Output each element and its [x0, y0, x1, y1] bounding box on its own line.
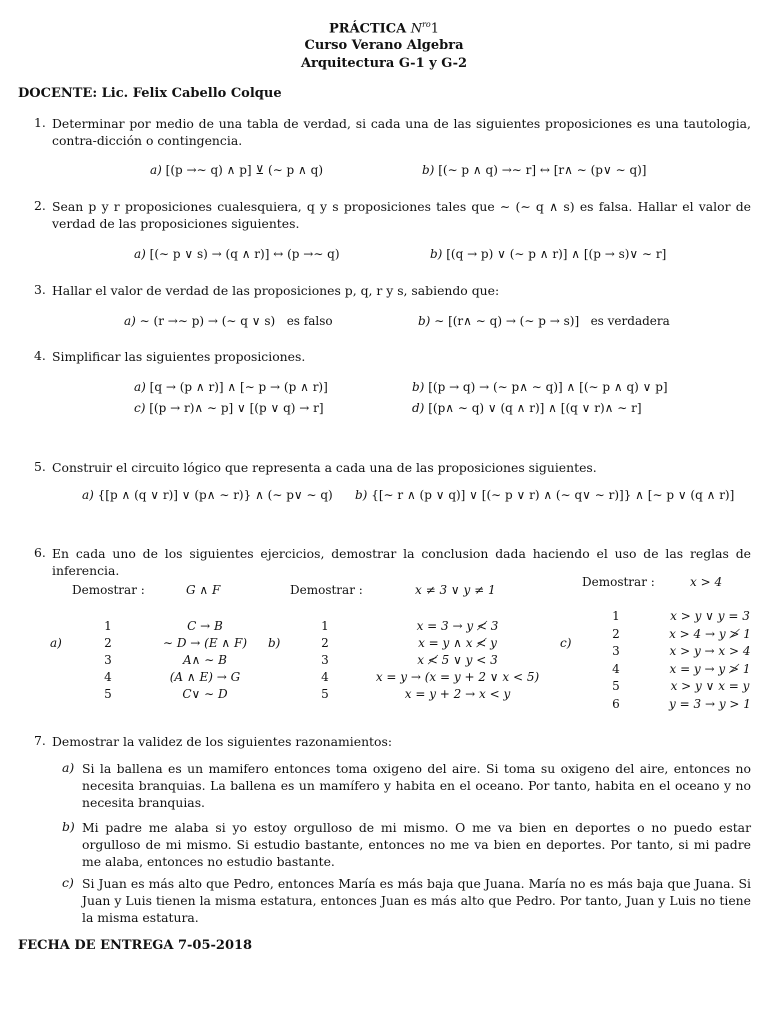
q1-number: 1. — [34, 115, 46, 130]
q4-a: a) [q → (p ∧ r)] ∧ [∼ p → (p ∧ r)] — [134, 380, 328, 394]
q4-text: Simplificar las siguientes proposiciones. — [52, 349, 306, 364]
q1-text: Determinar por medio de una tabla de verdad, si cada una de las siguientes proposiciones es una tautologia, contra-dicción o contingencia. — [52, 116, 751, 148]
q6-b-premise-3: x ≮ 5 ∨ y < 3 — [417, 653, 498, 667]
q6-number: 6. — [34, 545, 46, 560]
q4-d: d) [(p∧ ∼ q) ∨ (q ∧ r)] ∧ [(q ∨ r)∧ ∼ r] — [412, 401, 642, 415]
q6-c-premise-4: x = y → y ≯ 1 — [669, 661, 751, 676]
q3-text: Hallar el valor de verdad de las proposiciones p, q, r y s, sabiendo que: — [52, 283, 500, 298]
q7-b-label: b) — [62, 819, 75, 834]
q2-a: a) [(∼ p ∨ s) → (q ∧ r)] ↔ (p →∼ q) — [134, 247, 340, 261]
q4-c: c) [(p → r)∧ ∼ p] ∨ [(p ∨ q) → r] — [134, 401, 324, 415]
page-title: PRÁCTICA $N^{ro}1$ — [328, 20, 440, 37]
q6-a-premise-5: C∨ ∼ D — [182, 687, 228, 701]
q6-a-premise-2: ∼ D → (E ∧ F) — [162, 636, 248, 650]
q4-b: b) [(p → q) → (∼ p∧ ∼ q)] ∧ [(∼ p ∧ q) ∨ p] — [412, 380, 668, 394]
q6-c-premise-5: x > y ∨ x = y — [670, 679, 750, 693]
q6-b-num-2: 2 — [321, 636, 329, 650]
q6-b-premise-5: x = y + 2 → x < y — [404, 687, 511, 701]
q6-c-goal: x > 4 — [690, 575, 723, 589]
q6-a-num-5: 5 — [104, 687, 112, 701]
group-title: Arquitectura G-1 y G-2 — [300, 56, 468, 71]
q5-a: a) {[p ∧ (q ∨ r)] ∨ (p∧ ∼ r)} ∧ (∼ p∨ ∼ q) — [82, 488, 333, 502]
q6-a-num-4: 4 — [104, 670, 112, 684]
q6-a-premise-4: (A ∧ E) → G — [169, 670, 241, 684]
q6-b-num-3: 3 — [321, 653, 329, 667]
q2-number: 2. — [34, 198, 46, 213]
q5-text: Construir el circuito lógico que representa a cada una de las proposiciones siguientes. — [52, 460, 597, 475]
q3-b: b) ∼ [(r∧ ∼ q) → (∼ p → s)] es verdadera — [418, 314, 670, 328]
q6-a-premise-3: A∧ ∼ B — [183, 653, 227, 667]
q2-b: b) [(q → p) ∨ (∼ p ∧ r)] ∧ [(p → s)∨ ∼ r] — [430, 247, 667, 261]
q6-c-num-1: 1 — [612, 609, 620, 623]
q1-b: b) [(∼ p ∧ q) →∼ r] ↔ [r∧ ∼ (p∨ ∼ q)] — [422, 163, 647, 177]
q6-c-num-4: 4 — [612, 661, 620, 676]
q6-a-label: a) — [50, 636, 62, 650]
q6-c-premise-6: y = 3 → y > 1 — [669, 696, 751, 711]
q1-a: a) [(p →∼ q) ∧ p] ⊻ (∼ p ∧ q) — [150, 163, 324, 177]
teacher-line: DOCENTE: Lic. Felix Cabello Colque — [18, 86, 282, 101]
q7-text: Demostrar la validez de los siguientes razonamientos: — [52, 734, 393, 749]
q6-a-demostrar: Demostrar : — [72, 583, 145, 597]
q6-b-num-4: 4 — [321, 670, 329, 684]
course-title: Curso Verano Algebra — [304, 38, 464, 53]
q7-a-label: a) — [62, 760, 75, 775]
q6-a-num-1: 1 — [104, 619, 112, 633]
q6-c-premise-3: x > y → x > 4 — [669, 644, 751, 658]
q6-text: En cada uno de los siguientes ejercicios, demostrar la conclusion dada haciendo el uso de las reglas de inferencia. — [52, 546, 751, 578]
q6-b-premise-1: x = 3 → y ≮ 3 — [416, 619, 499, 633]
q6-b-premise-2: x = y ∧ x ≮ y — [418, 636, 497, 650]
q7-number: 7. — [34, 733, 46, 748]
due-date: FECHA DE ENTREGA 7-05-2018 — [18, 938, 253, 953]
q6-c-num-6: 6 — [612, 696, 620, 711]
q5-number: 5. — [34, 459, 46, 474]
q3-a: a) ∼ (r →∼ p) → (∼ q ∨ s) es falso — [124, 314, 333, 328]
q6-a-premise-1: C → B — [187, 619, 223, 633]
q6-c-premise-1: x > y ∨ y = 3 — [670, 609, 750, 623]
q6-c-premise-2: x > 4 → y ≯ 1 — [669, 626, 751, 641]
q2-text: Sean p y r proposiciones cualesquiera, q y s proposiciones tales que ∼ (∼ q ∧ s) es falsa. Hallar el valor de verdad de las proposiciones siguientes. — [52, 199, 751, 231]
q6-c-num-2: 2 — [612, 626, 620, 641]
q7-c-label: c) — [62, 875, 74, 890]
q6-b-premise-4: x = y → (x = y + 2 ∨ x < 5) — [375, 670, 540, 684]
q6-b-goal: x ≠ 3 ∨ y ≠ 1 — [415, 583, 496, 597]
q6-c-demostrar: Demostrar : — [582, 575, 655, 589]
q3-number: 3. — [34, 282, 46, 297]
q7-b-text: Mi padre me alaba si yo estoy orgulloso de mi mismo. O me va bien en deportes o no puedo estar orgulloso de mi mismo. Si estudio bastante, entonces no me va bien en deportes. Por tanto, si mi padre me alaba, entonces no estudio bastante. — [82, 820, 751, 869]
q6-a-num-2: 2 — [104, 636, 112, 650]
q6-b-label: b) — [268, 636, 281, 650]
q6-a-num-3: 3 — [104, 653, 112, 667]
q6-b-num-5: 5 — [321, 687, 329, 701]
q6-c-num-5: 5 — [612, 679, 620, 693]
q7-a-text: Si la ballena es un mamifero entonces toma oxigeno del aire. Si toma su oxigeno del aire, entonces no necesita branquias. La ballena es un mamífero y habita en el oceano. Por tanto, habita en el oceano y no necesita branquias. — [82, 761, 751, 810]
q4-number: 4. — [34, 348, 46, 363]
q6-a-goal: G ∧ F — [186, 583, 221, 597]
q6-b-demostrar: Demostrar : — [290, 583, 363, 597]
q6-c-label: c) — [560, 636, 572, 650]
q7-c-text: Si Juan es más alto que Pedro, entonces María es más baja que Juana. María no es más baja que Juana. Si Juan y Luis tienen la misma estatura, entonces Juan es más alto que Pedro. Por tanto, Juan y Luis no tiene la misma estatura. — [82, 876, 751, 925]
q6-c-num-3: 3 — [612, 644, 620, 658]
q6-b-num-1: 1 — [321, 619, 329, 633]
q5-b: b) {[∼ r ∧ (p ∨ q)] ∨ [(∼ p ∨ r) ∧ (∼ q∨ ∼ r)]} ∧ [∼ p ∨ (q ∧ r)] — [355, 488, 735, 502]
